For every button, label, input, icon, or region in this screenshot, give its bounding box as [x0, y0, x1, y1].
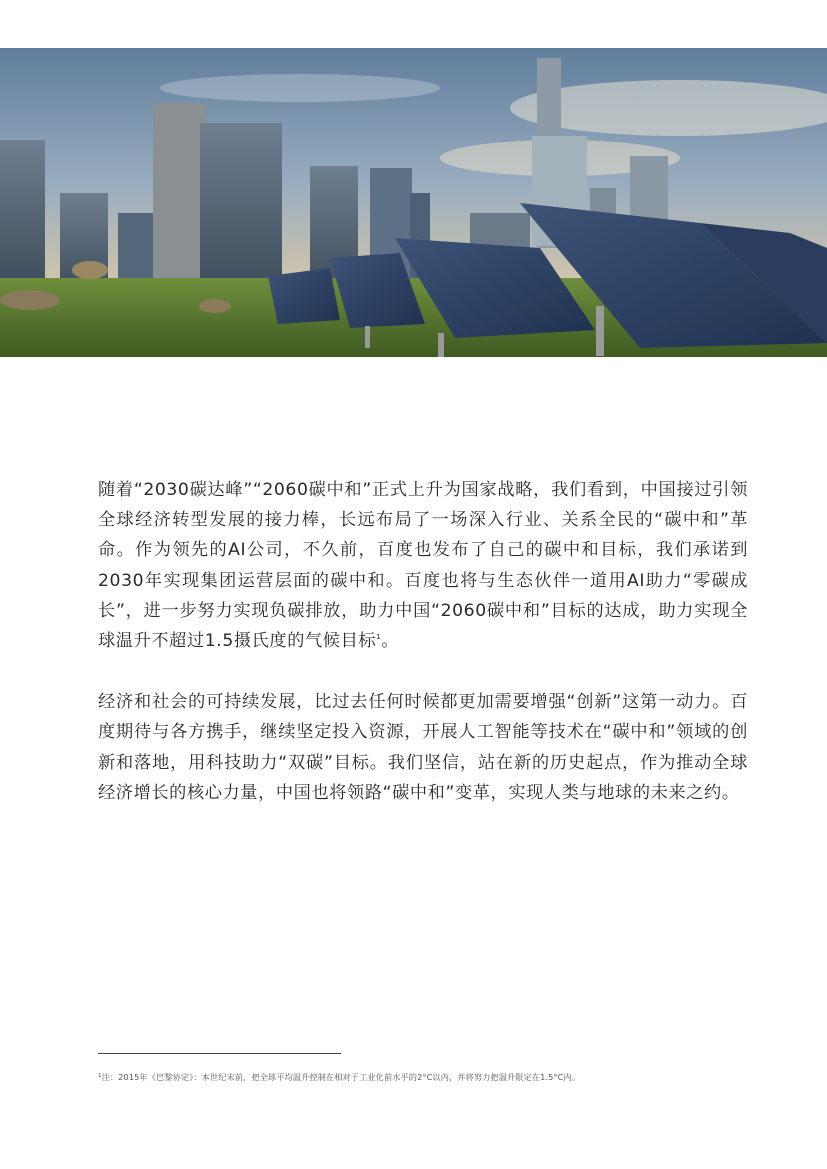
- paragraph-1: [98, 475, 748, 656]
- footnote: [98, 1072, 738, 1083]
- footnote-ref[interactable]: 1: [376, 633, 382, 642]
- paragraph-2: 经济和社会的可持续发展，比过去任何时候都更加需要增强“创新”这第一动力。百度期待与各方携手，继续坚定投入资源，开展人工智能等技术在“碳中和”领域的创新和落地，用科技助力“双碳”目标。我们坚信，站在新的历史起点，作为推动全球经济增长的核心力量，中国也将领路“碳中和”变革，实现人类与地球的未来之约。: [98, 692, 748, 803]
- article-body: [98, 475, 748, 808]
- hero-image: [0, 48, 827, 357]
- paragraph-1-tail: 。: [381, 631, 400, 652]
- footnote-divider: [98, 1053, 341, 1054]
- footnote-mark: 1: [98, 1073, 102, 1079]
- city-solar-panels-photo: [0, 48, 827, 357]
- footnote-text: 注：2015年《巴黎协定》：本世纪末前，把全球平均温升控制在相对于工业化前水平的2°C以内，并将努力把温升限定在1.5°C内。: [101, 1072, 581, 1082]
- paragraph-1-text: 随着“2030碳达峰”“2060碳中和”正式上升为国家战略，我们看到，中国接过引领全球经济转型发展的接力棒，长远布局了一场深入行业、关系全民的“碳中和”革命。作为领先的AI公司，不久前，百度也发布了自己的碳中和目标，我们承诺到2030年实现集团运营层面的碳中和。百度也将与生态伙伴一道用AI助力“零碳成长”，进一步努力实现负碳排放，助力中国“2060碳中和”目标的达成，助力实现全球温升不超过1.5摄氏度的气候目标: [98, 480, 748, 652]
